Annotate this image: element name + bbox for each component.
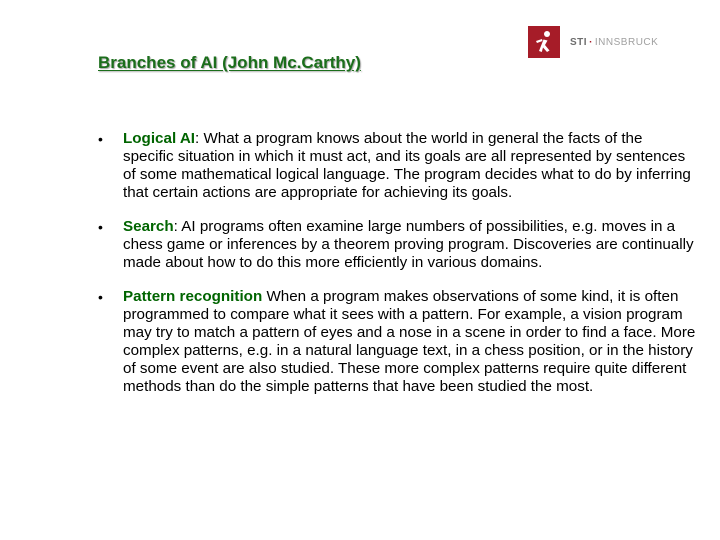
bullet-search [96, 218, 696, 272]
bullet-term: Pattern recognition [123, 288, 263, 305]
bullet-term: Search [123, 218, 174, 235]
bullet-marker: • [98, 131, 103, 147]
bullet-pattern-recognition [96, 288, 696, 396]
sti-person-icon [528, 26, 560, 58]
logo-separator: · [589, 36, 593, 48]
bullet-marker: • [98, 289, 103, 305]
bullet-marker: • [98, 219, 103, 235]
slide-title: Branches of AI (John Mc.Carthy) [98, 53, 361, 72]
bullet-logical-ai [96, 130, 696, 202]
logo-wordmark [570, 37, 658, 48]
bullet-text: : What a program knows about the world in general the facts of the specific situation in which it must act, and its goals are all represented by sentences of some mathematical logical language. The program decides what to do by inferring that certain actions are appropriate for achieving its goals. [123, 130, 691, 201]
logo-location: INNSBRUCK [594, 36, 659, 48]
bullet-list [96, 130, 696, 412]
logo-brand: STI [570, 36, 588, 48]
bullet-text: : AI programs often examine large numbers of possibilities, e.g. moves in a chess game or inferences by a theorem proving program. Discoveries are continually made about how to do this more efficiently in various domains. [123, 218, 694, 271]
bullet-text: When a program makes observations of some kind, it is often programmed to compare what it sees with a pattern. For example, a vision program may try to match a pattern of eyes and a nose in a scene in order to find a face. More complex patterns, e.g. in a natural language text, in a chess position, or in the history of some event are also studied. These more complex patterns require quite different methods than do the simple patterns that have been studied the most. [123, 288, 696, 395]
bullet-term: Logical AI [123, 130, 196, 147]
sti-innsbruck-logo [528, 26, 658, 58]
